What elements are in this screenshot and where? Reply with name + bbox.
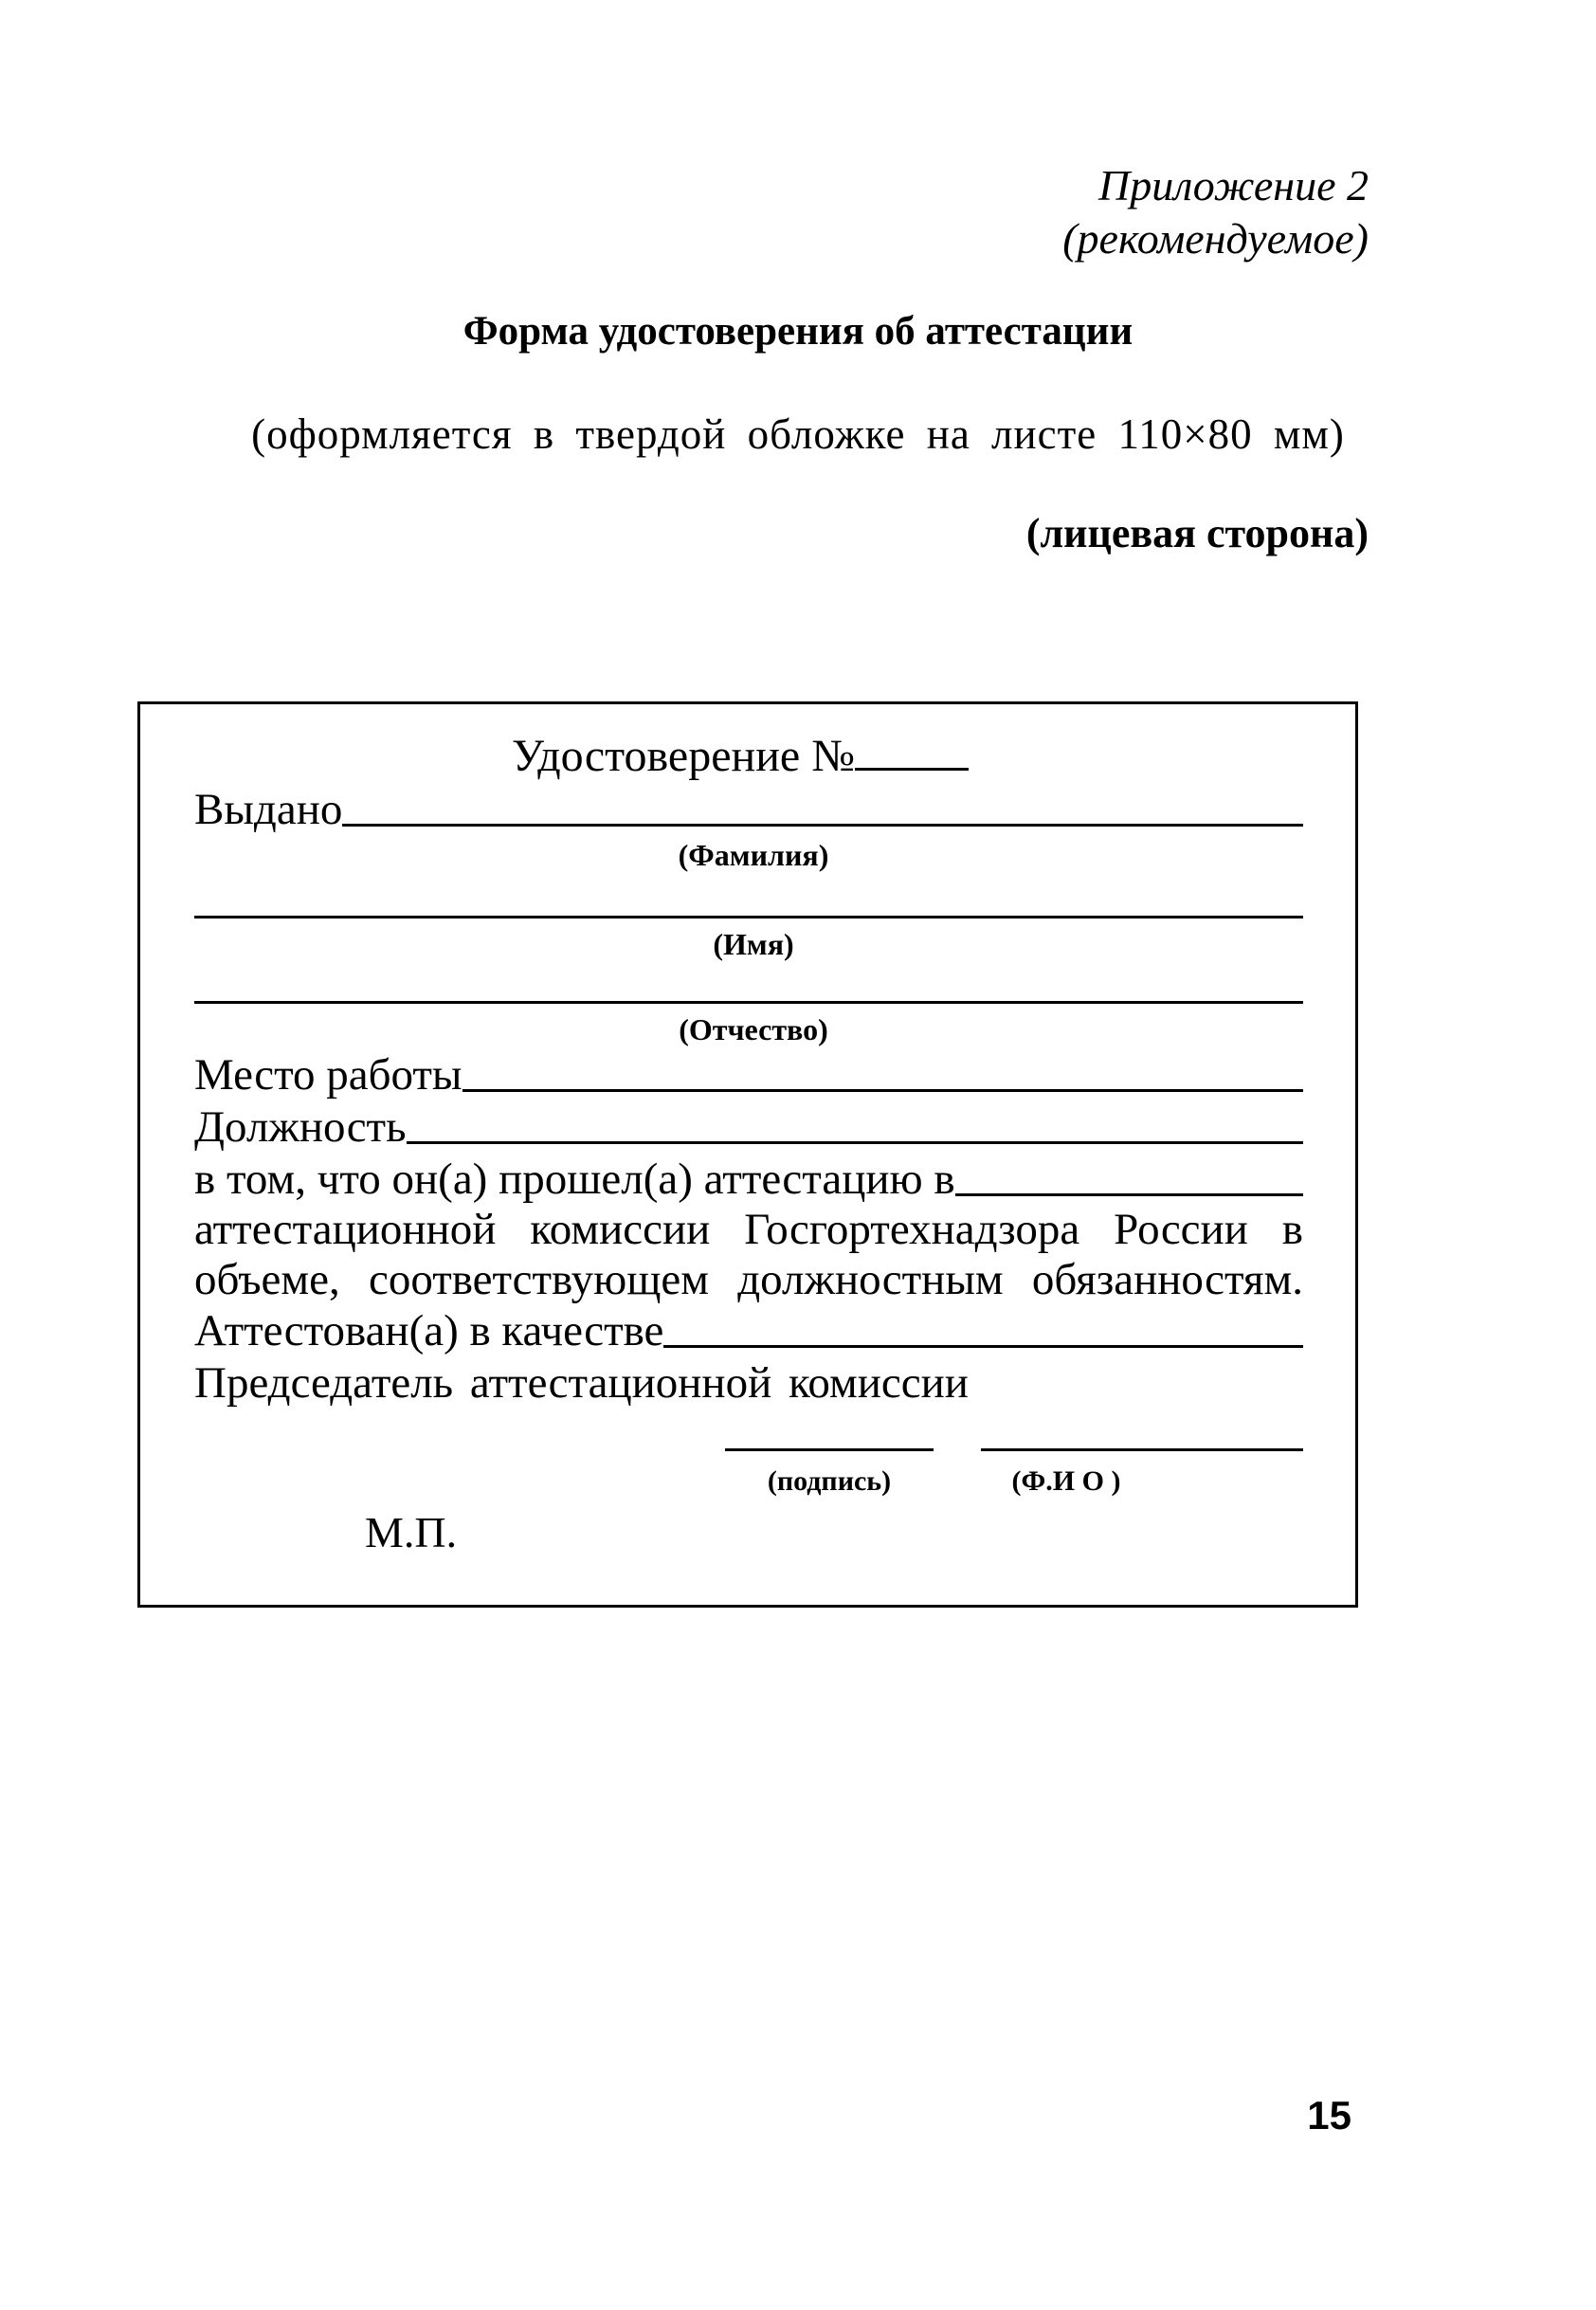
position-row [194, 1102, 1303, 1152]
patronymic-caption: (Отчество) [679, 1012, 828, 1046]
appendix-header [1062, 159, 1369, 265]
page-number: 15 [1307, 2093, 1351, 2137]
attestation-row [194, 1155, 1303, 1204]
name-caption: (Имя) [713, 927, 794, 961]
workplace-label: Место работы [194, 1050, 462, 1100]
issued-label: Выдано [194, 785, 343, 834]
certified-label: Аттестован(а) в качестве [194, 1306, 664, 1355]
appendix-number: Приложение 2 [1097, 161, 1369, 209]
issued-row [194, 785, 1303, 834]
fio-caption: (Ф.И О ) [1011, 1465, 1121, 1497]
page-title: Форма удостоверения об аттестации [462, 309, 1134, 354]
workplace-field[interactable] [462, 1087, 1303, 1092]
certified-row [194, 1306, 1303, 1355]
appendix-status: (рекомендуемое) [1062, 214, 1369, 263]
certificate-title-text: Удостоверение № [512, 731, 855, 781]
certificate-number-field[interactable] [855, 734, 969, 771]
workplace-row [194, 1050, 1303, 1100]
chairman-label: Председатель аттестационной комиссии [194, 1358, 969, 1408]
attestation-text: в том, что он(а) прошел(а) аттестацию в [194, 1155, 955, 1204]
signature-caption: (подпись) [767, 1465, 892, 1497]
certified-as-field[interactable] [663, 1343, 1303, 1348]
side-label: (лицевая сторона) [1025, 510, 1369, 556]
signature-field[interactable] [725, 1448, 934, 1451]
commission-line-2: объеме, соответствующем должностным обязанностям. [194, 1255, 1303, 1304]
certificate-title [512, 730, 969, 782]
commission-line-1: аттестационной комиссии Госгортехнадзора России в [194, 1205, 1303, 1254]
attestation-place-field[interactable] [955, 1191, 1303, 1196]
page-subtitle: (оформляется в твердой обложке на листе 110×80 мм) [251, 410, 1345, 458]
name-field[interactable] [194, 916, 1303, 919]
seal-label: М.П. [365, 1508, 458, 1556]
position-label: Должность [194, 1102, 407, 1152]
position-field[interactable] [407, 1139, 1303, 1144]
patronymic-field[interactable] [194, 1001, 1303, 1004]
surname-caption: (Фамилия) [678, 838, 829, 872]
surname-field[interactable] [342, 822, 1303, 827]
fio-field[interactable] [981, 1448, 1303, 1451]
